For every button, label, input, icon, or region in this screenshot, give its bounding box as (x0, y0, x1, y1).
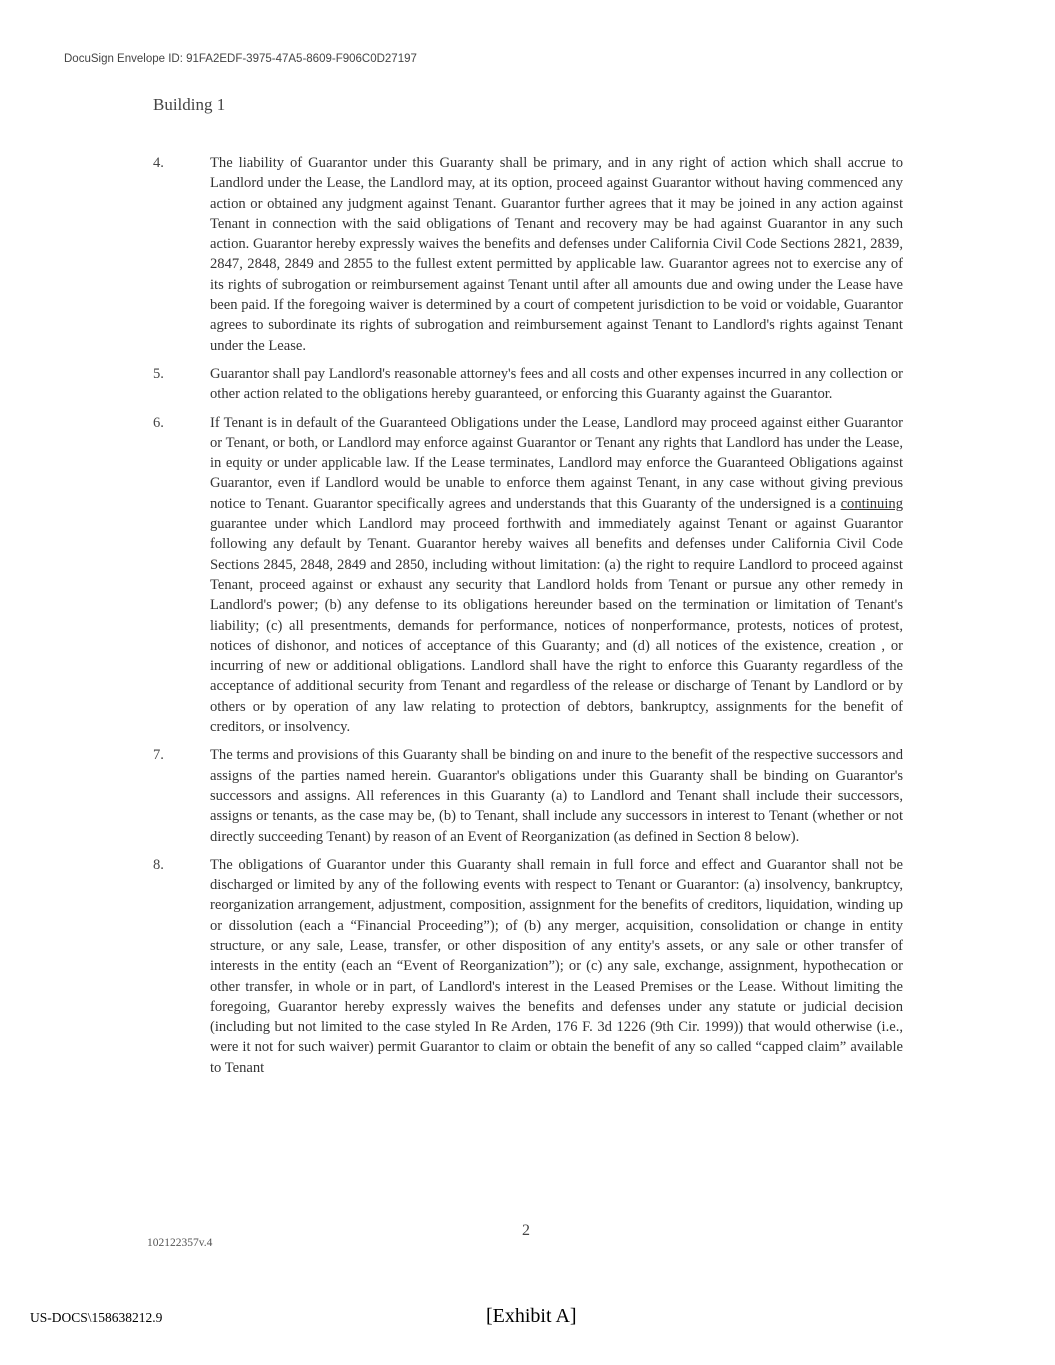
footer-exhibit-label: [Exhibit A] (486, 1305, 577, 1327)
page-heading: Building 1 (153, 95, 226, 114)
paragraph-text: The obligations of Guarantor under this Guaranty shall remain in full force and effect and Guarantor shall not be discharged or limited by any of the following events with respect to Tenant or Guarantor: (a) insolvency, bankruptcy, reorganization arrangement, adjustment, composition, assignment for the benefits of creditors, liquidation, winding up or dissolution (each a “Financial Proceeding”); of (b) any merger, acquisition, consolidation or change in entity structure, or any sale, Lease, transfer, or other disposition of any entity's assets, or any sale or other transfer of interests in the entity (each an “Event of Reorganization”); or (c) any sale, exchange, assignment, hypothecation or other transfer, in whole or in part, of Landlord's interest in the Leased Premises or the Lease. Without limiting the foregoing, Guarantor hereby expressly waives the benefits and defenses under any statute or judicial decision (including but not limited to the case styled In Re Arden, 176 F. 3d 1226 (9th Cir. 1999)) that would otherwise (i.e., were it not for such waiver) permit Guarantor to claim or obtain the benefit of any so called “capped claim” available to Tenant (210, 856, 903, 1076)
paragraph-7 (153, 745, 903, 846)
text-segment: guarantee under which Landlord may proceed forthwith and immediately against Tenant or against Guarantor following any default by Tenant. Guarantor hereby waives all benefits and defenses under California Civil Code Sections 2845, 2848, 2849 and 2850, including without limitation: (a) the right to require Landlord to proceed against Tenant, proceed against or exhaust any security that Landlord holds from Tenant or pursue any other remedy in Landlord's power; (b) any defense to its obligations hereunder based on the termination or limitation of Tenant's liability; (c) all presentments, demands for performance, notices of nonperformance, protests, notices of protest, notices of dishonor, and notices of acceptance of this Guaranty; and (d) all notices of the existence, creation , or incurring of new or additional obligations. Landlord shall have the right to enforce this Guaranty regardless of the acceptance of additional security from Tenant and regardless of the release or discharge of Tenant by Landlord or by others or by operation of any law relating to protection of debtors, bankruptcy, assignments for the benefit of creditors, or insolvency. (210, 516, 903, 736)
document-body (153, 153, 903, 1086)
paragraph-4 (153, 153, 903, 356)
paragraph-6 (153, 413, 903, 738)
paragraph-text: Guarantor shall pay Landlord's reasonable attorney's fees and all costs and other expenses incurred in any collection or other action related to the obligations hereby guaranteed, or enforcing this Guaranty against the Guarantor. (210, 365, 903, 403)
page-number: 2 (522, 1222, 530, 1239)
paragraph-number: 5. (153, 365, 164, 382)
paragraph-number: 7. (153, 747, 164, 764)
paragraph-8 (153, 855, 903, 1078)
paragraph-number: 8. (153, 856, 164, 873)
document-id: 102122357v.4 (147, 1237, 213, 1249)
paragraph-text: The terms and provisions of this Guaranty shall be binding on and inure to the benefit of the respective successors and assigns of the parties named herein. Guarantor's obligations under this Guaranty shall be binding on Guarantor's successors and assigns. All references in this Guaranty (a) to Landlord and Tenant shall include their successors, assigns or tenants, as the case may be, (b) to Tenant, shall include any successors in interest to Tenant (whether or not directly succeeding Tenant) by reason of an Event of Reorganization (as defined in Section 8 below). (210, 747, 903, 845)
paragraph-text: The liability of Guarantor under this Guaranty shall be primary, and in any right of action which shall accrue to Landlord under the Lease, the Landlord may, at its option, proceed against Guarantor without having commenced any action or obtained any judgment against Tenant. Guarantor further agrees that it may be joined in any action against Tenant in connection with the said obligations of Tenant and recovery may be had against Guarantor in any such action. Guarantor hereby expressly waives the benefits and defenses under California Civil Code Sections 2821, 2839, 2847, 2848, 2849 and 2855 to the fullest extent permitted by applicable law. Guarantor agrees not to exercise any of its rights of subrogation or reimbursement against Tenant until after all amounts due and owing under the Lease have been paid. If the foregoing waiver is determined by a court of competent jurisdiction to be void or voidable, Guarantor agrees to subordinate its rights of subrogation and reimbursement against Tenant to Landlord's rights against Tenant under the Lease. (210, 155, 903, 354)
paragraph-text (210, 413, 903, 738)
envelope-id: DocuSign Envelope ID: 91FA2EDF-3975-47A5-8609-F906C0D27197 (64, 53, 417, 65)
paragraph-5 (153, 364, 903, 405)
underlined-term: continuing (840, 495, 903, 512)
paragraph-number: 6. (153, 414, 164, 431)
paragraph-number: 4. (153, 155, 164, 171)
text-segment: If Tenant is in default of the Guaranteed Obligations under the Lease, Landlord may proceed against either Guarantor or Tenant, or both, or Landlord may enforce against Guarantor or Tenant any rights that Landlord has under the Lease, in equity or under applicable law. If the Lease terminates, Landlord may enforce the Guaranteed Obligations against Guarantor, even if Landlord would be unable to enforce them against Tenant, in any case without giving previous notice to Tenant. Guarantor specifically agrees and understands that this Guaranty of the undersigned is a (210, 414, 903, 512)
footer-doc-reference: US-DOCS\158638212.9 (30, 1310, 163, 1325)
